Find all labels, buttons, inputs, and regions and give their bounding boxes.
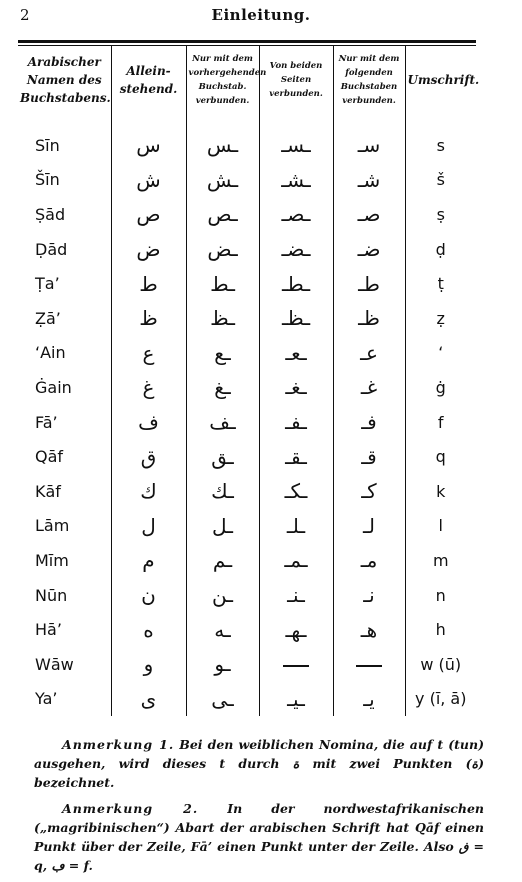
medial-form: ـشـ (259, 163, 333, 198)
initial-form: غـ (333, 370, 405, 405)
initial-form: ضـ (333, 232, 405, 267)
medial-form: ـعـ (259, 336, 333, 371)
header-transliteration: Umschrift. (407, 73, 480, 87)
isolated-form: ص (111, 197, 186, 232)
note-text: In der nordwestafrikanischen („magribinischen“) Abart der arabischen Schrift hat Qāf einen Punkt über der Zeile, Fā’ einen Punkt unter der Zeile. Also ڧ = q, ڢ = f. (34, 801, 485, 873)
initial-form: فـ (333, 405, 405, 440)
isolated-form: ك (111, 474, 186, 509)
initial-form: لـ (333, 509, 405, 544)
table-header-row (18, 46, 476, 114)
final-form: ـو (186, 647, 259, 682)
initial-form: شـ (333, 163, 405, 198)
table-body (18, 114, 476, 716)
header-medial: Von beiden Seiten verbunden. (259, 46, 333, 114)
table-row (18, 405, 476, 440)
transliteration: m (432, 550, 449, 570)
table-row (18, 197, 476, 232)
table-row (18, 232, 476, 267)
table-row (18, 578, 476, 613)
medial-form: ـقـ (259, 439, 333, 474)
no-form-dash (283, 665, 309, 667)
isolated-form: غ (111, 370, 186, 405)
medial-form: ـفـ (259, 405, 333, 440)
medial-form: ـهـ (259, 612, 333, 647)
initial-form: مـ (333, 543, 405, 578)
isolated-form: م (111, 543, 186, 578)
letter-name: Nūn (18, 578, 111, 613)
letter-name: Ḍād (18, 232, 111, 267)
letter-name: Kāf (18, 474, 111, 509)
transliteration: h (435, 620, 446, 640)
transliteration: ‘ (438, 343, 444, 363)
letter-name: ‘Ain (18, 336, 111, 371)
table-row (18, 474, 476, 509)
transliteration: ṣ (436, 204, 445, 224)
medial-form: ـغـ (259, 370, 333, 405)
no-form-dash (356, 665, 382, 667)
transliteration: q (435, 447, 446, 467)
header-final: Nur mit dem vorhergehenden Buchstab. verbunden. (186, 46, 259, 114)
note-1 (34, 735, 484, 792)
initial-form: يـ (333, 682, 405, 717)
page-header (0, 4, 522, 28)
table-row (18, 509, 476, 544)
medial-form: ـسـ (259, 114, 333, 163)
final-form: ـى (186, 682, 259, 717)
isolated-form: ه (111, 612, 186, 647)
isolated-form: ظ (111, 301, 186, 336)
transliteration: k (436, 481, 446, 501)
letter-name: Ṣād (18, 197, 111, 232)
table-row (18, 682, 476, 717)
medial-form (259, 647, 333, 682)
initial-form: هـ (333, 612, 405, 647)
final-form: ـل (186, 509, 259, 544)
isolated-form: و (111, 647, 186, 682)
table-row (18, 439, 476, 474)
initial-form: طـ (333, 266, 405, 301)
isolated-form: ن (111, 578, 186, 613)
medial-form: ـلـ (259, 509, 333, 544)
note-label: Anmerkung 1. (62, 737, 175, 752)
isolated-form: ى (111, 682, 186, 717)
table-row (18, 266, 476, 301)
letter-name: Mīm (18, 543, 111, 578)
table-row (18, 301, 476, 336)
initial-form: قـ (333, 439, 405, 474)
table-row (18, 336, 476, 371)
isolated-form: س (111, 114, 186, 163)
initial-form (333, 647, 405, 682)
letter-name: Ya’ (18, 682, 111, 717)
initial-form: عـ (333, 336, 405, 371)
letter-name: Ṭa’ (18, 266, 111, 301)
transliteration: l (438, 516, 443, 536)
letter-name: Lām (18, 509, 111, 544)
table-row (18, 163, 476, 198)
isolated-form: ق (111, 439, 186, 474)
letter-name: Ġain (18, 370, 111, 405)
final-form: ـس (186, 114, 259, 163)
transliteration: ẓ (436, 308, 445, 328)
isolated-form: ش (111, 163, 186, 198)
medial-form: ـظـ (259, 301, 333, 336)
initial-form: كـ (333, 474, 405, 509)
initial-form: سـ (333, 114, 405, 163)
note-2 (34, 799, 484, 875)
medial-form: ـضـ (259, 232, 333, 267)
final-form: ـغ (186, 370, 259, 405)
transliteration: f (437, 412, 444, 432)
isolated-form: ط (111, 266, 186, 301)
letter-name: Ẓā’ (18, 301, 111, 336)
note-text: Bei den weiblichen Nomina, die auf t (tun) ausgehen, wird dieses t durch ة mit zwei Punkten (ة) bezeichnet. (34, 737, 484, 790)
isolated-form: ض (111, 232, 186, 267)
medial-form: ـيـ (259, 682, 333, 717)
medial-form: ـطـ (259, 266, 333, 301)
table-row (18, 612, 476, 647)
isolated-form: ف (111, 405, 186, 440)
final-form: ـص (186, 197, 259, 232)
final-form: ـن (186, 578, 259, 613)
final-form: ـم (186, 543, 259, 578)
letter-name: Qāf (18, 439, 111, 474)
transliteration: ġ (435, 377, 446, 397)
table-row (18, 543, 476, 578)
page-title: Einleitung. (211, 6, 311, 24)
transliteration: n (435, 585, 446, 605)
letter-name: Hā’ (18, 612, 111, 647)
transliteration: ṭ (437, 274, 444, 294)
isolated-form: ل (111, 509, 186, 544)
note-label: Anmerkung 2. (62, 801, 199, 816)
table-row (18, 647, 476, 682)
letter-name: Sīn (18, 114, 111, 163)
page-number: 2 (20, 6, 30, 24)
transliteration: š (436, 170, 445, 190)
header-isolated: Allein-stehend. (111, 46, 186, 114)
notes-section (34, 735, 484, 882)
final-form: ـط (186, 266, 259, 301)
medial-form: ـكـ (259, 474, 333, 509)
initial-form: صـ (333, 197, 405, 232)
isolated-form: ع (111, 336, 186, 371)
final-form: ـف (186, 405, 259, 440)
transliteration: y (ī, ā) (415, 689, 467, 709)
final-form: ـق (186, 439, 259, 474)
medial-form: ـنـ (259, 578, 333, 613)
transliteration: s (436, 135, 445, 155)
final-form: ـش (186, 163, 259, 198)
medial-form: ـصـ (259, 197, 333, 232)
header-initial: Nur mit dem folgenden Buchstaben verbunden. (333, 46, 405, 114)
initial-form: ظـ (333, 301, 405, 336)
table-row (18, 114, 476, 163)
final-form: ـه (186, 612, 259, 647)
initial-form: نـ (333, 578, 405, 613)
final-form: ـظ (186, 301, 259, 336)
transliteration: w (ū) (420, 654, 462, 674)
final-form: ـك (186, 474, 259, 509)
letter-name: Šīn (18, 163, 111, 198)
final-form: ـع (186, 336, 259, 371)
transliteration: ḍ (435, 239, 446, 259)
letter-name: Wāw (18, 647, 111, 682)
medial-form: ـمـ (259, 543, 333, 578)
final-form: ـض (186, 232, 259, 267)
header-letter-name: Arabischer Namen des Buchstabens. (18, 46, 111, 114)
alphabet-table (18, 40, 480, 715)
letter-table (18, 46, 480, 716)
table-row (18, 370, 476, 405)
letter-name: Fā’ (18, 405, 111, 440)
